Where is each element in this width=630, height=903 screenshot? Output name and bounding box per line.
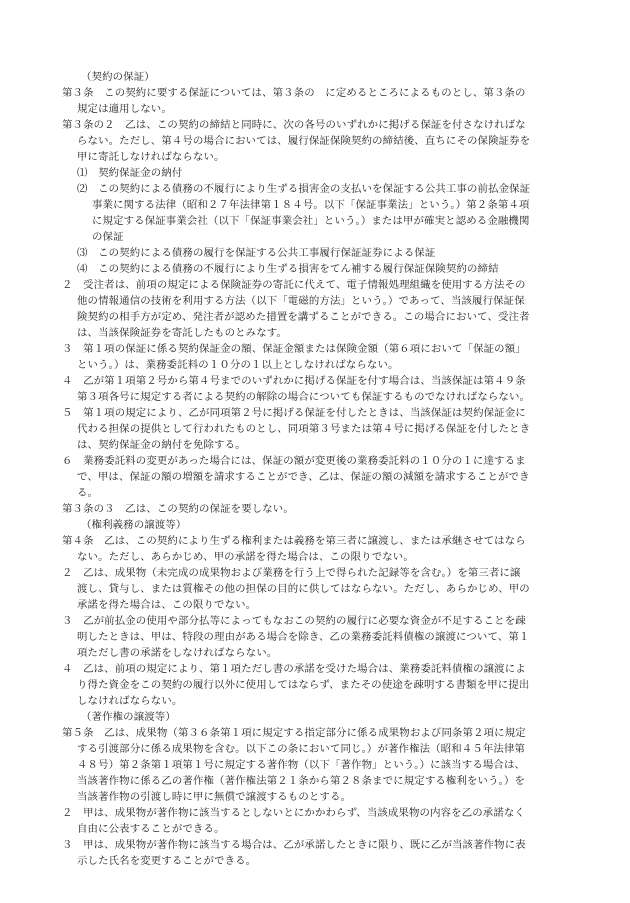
article-5-paragraph-2: ２ 甲は、成果物が著作物に該当するとしないとにかかわらず、当該成果物の内容を乙の承諾なく [62,807,525,819]
article-4-paragraph-4: ４ 乙は、前項の規定により、第１項ただし書の承諾を受けた場合は、業務委託料債権の譲渡によ [62,663,526,675]
article-4-paragraph-2-cont: 承諾を得た場合は、この限りでない。 [77,599,257,611]
item-2: ⑵ この契約による債務の不履行により生ずる損害金の支払いを保証する公共工事の前払金保証 [77,183,531,195]
paragraph-4: ４ 乙が第１項第２号から第４号までのいずれかに掲げる保証を付す場合は、当該保証は第４９条 [62,375,526,387]
article-3-cont: 規定は適用しない。 [77,103,172,115]
article-3-2: 第３条の２ 乙は、この契約の締結と同時に、次の各号のいずれかに掲げる保証を付さなければな [62,119,526,131]
paragraph-3: ３ 第１項の保証に係る契約保証金の額、保証金額または保険金額（第６項において「保証の額」 [62,343,526,355]
article-4-paragraph-3-cont: 項ただし書の承諾をしなければならない。 [77,647,278,659]
article-5-cont: 当該著作物に係る乙の著作権（著作権法第２１条から第２８条までに規定する権利をいう。）を [77,775,526,787]
paragraph-5-cont: 代わる担保の提供として行われたものとし、同項第３号または第４号に掲げる保証を付したとき [77,423,531,435]
paragraph-2-cont: 他の情報通信の技術を利用する方法（以下「電磁的方法」という。）であって、当該履行保証保 [77,295,525,307]
item-1: ⑴ 契約保証金の納付 [77,167,183,179]
article-3-2-cont: らない。ただし、第４号の場合においては、履行保証保険契約の締結後、直ちにその保険証券を [77,135,531,147]
article-4: 第４条 乙は、この契約により生ずる権利または義務を第三者に譲渡し、または承継させてはなら [62,535,526,547]
article-4-cont: ない。ただし、あらかじめ、甲の承諾を得た場合は、この限りでない。 [77,551,414,563]
paragraph-6: ６ 業務委託料の変更があった場合には、保証の額が変更後の業務委託料の１０分の１に達するま [62,455,526,467]
section-heading-contract-guarantee: （契約の保証） [81,71,155,83]
item-2-cont: に規定する保証事業会社（以下「保証事業会社」という。）または甲が確実と認める金融機関 [92,215,530,227]
item-2-cont: の保証 [92,231,124,243]
paragraph-5: ５ 第１項の規定により、乙が同項第２号に掲げる保証を付したときは、当該保証は契約保証金に [62,407,526,419]
article-4-paragraph-4-cont: り得た資金をこの契約の履行以外に使用してはならず、またその使途を疎明する書類を甲に提出 [77,679,530,691]
article-4-paragraph-4-cont: しなければならない。 [77,695,183,707]
article-3: 第３条 この契約に要する保証については、第３条の に定めるところによるものとし、第３条の [62,87,526,99]
article-5-cont: する引渡部分に係る成果物を含む。以下この条において同じ。）が著作権法（昭和４５年法律第 [77,743,526,755]
item-2-cont: 事業に関する法律（昭和２７年法律第１８４号。以下「保証事業法」という。）第２条第４項 [92,199,530,211]
paragraph-6-cont: る。 [77,487,99,499]
article-5: 第５条 乙は、成果物（第３６条第１項に規定する指定部分に係る成果物および同条第２項に規定 [62,727,526,739]
paragraph-2-cont: 険契約の相手方が定め、発注者が認めた措置を講ずることができる。この場合において、受注者 [77,311,530,323]
paragraph-2: ２ 受注者は、前項の規定による保険証券の寄託に代えて、電子情報処理組織を使用する方法その [62,279,526,291]
article-5-paragraph-2-cont: 自由に公表することができる。 [77,823,225,835]
paragraph-3-cont: という。）は、業務委託料の１０分の１以上としなければならない。 [77,359,399,371]
section-heading-copyright-transfer: （著作権の譲渡等） [81,711,176,723]
article-4-paragraph-2: ２ 乙は、成果物（未完成の成果物および業務を行う上で得られた記録等を含む。）を第三者に譲 [62,567,521,579]
article-5-paragraph-3-cont: 示した氏名を変更することができる。 [77,855,257,867]
article-5-cont: ４８号）第２条第１項第１号に規定する著作物（以下「著作物」という。）に該当する場合は、 [77,759,526,771]
paragraph-2-cont: は、当該保険証券を寄託したものとみなす。 [77,327,287,339]
paragraph-4-cont: 第３項各号に規定する者による契約の解除の場合についても保証するものでなければならない。 [77,391,531,403]
article-3-2-cont: 甲に寄託しなければならない。 [77,151,225,163]
paragraph-6-cont: で、甲は、保証の額の増額を請求することができ、乙は、保証の額の減額を請求することができ [77,471,530,483]
article-4-paragraph-3: ３ 乙が前払金の使用や部分払等によってもなおこの契約の履行に必要な資金が不足することを疎 [62,615,526,627]
paragraph-5-cont: は、契約保証金の納付を免除する。 [77,439,246,451]
item-4: ⑷ この契約による債務の不履行により生ずる損害をてん補する履行保証保険契約の締結 [77,263,499,275]
article-4-paragraph-3-cont: 明したときは、甲は、特段の理由がある場合を除き、乙の業務委託料債権の譲渡について、第１ [77,631,530,643]
article-5-cont: 当該著作物の引渡し時に甲に無償で譲渡するものとする。 [77,791,352,803]
article-5-paragraph-3: ３ 甲は、成果物が著作物に該当する場合は、乙が承諾したときに限り、既に乙が当該著作物に表 [62,839,526,851]
article-3-3: 第３条の３ 乙は、この契約の保証を要しない。 [62,503,294,515]
item-3: ⑶ この契約による債務の履行を保証する公共工事履行保証証券による保証 [77,247,436,259]
section-heading-rights-transfer: （権利義務の譲渡等） [81,519,187,531]
article-4-paragraph-2-cont: 渡し、貸与し、または質権その他の担保の目的に供してはならない。ただし、あらかじめ、甲の [77,583,530,595]
